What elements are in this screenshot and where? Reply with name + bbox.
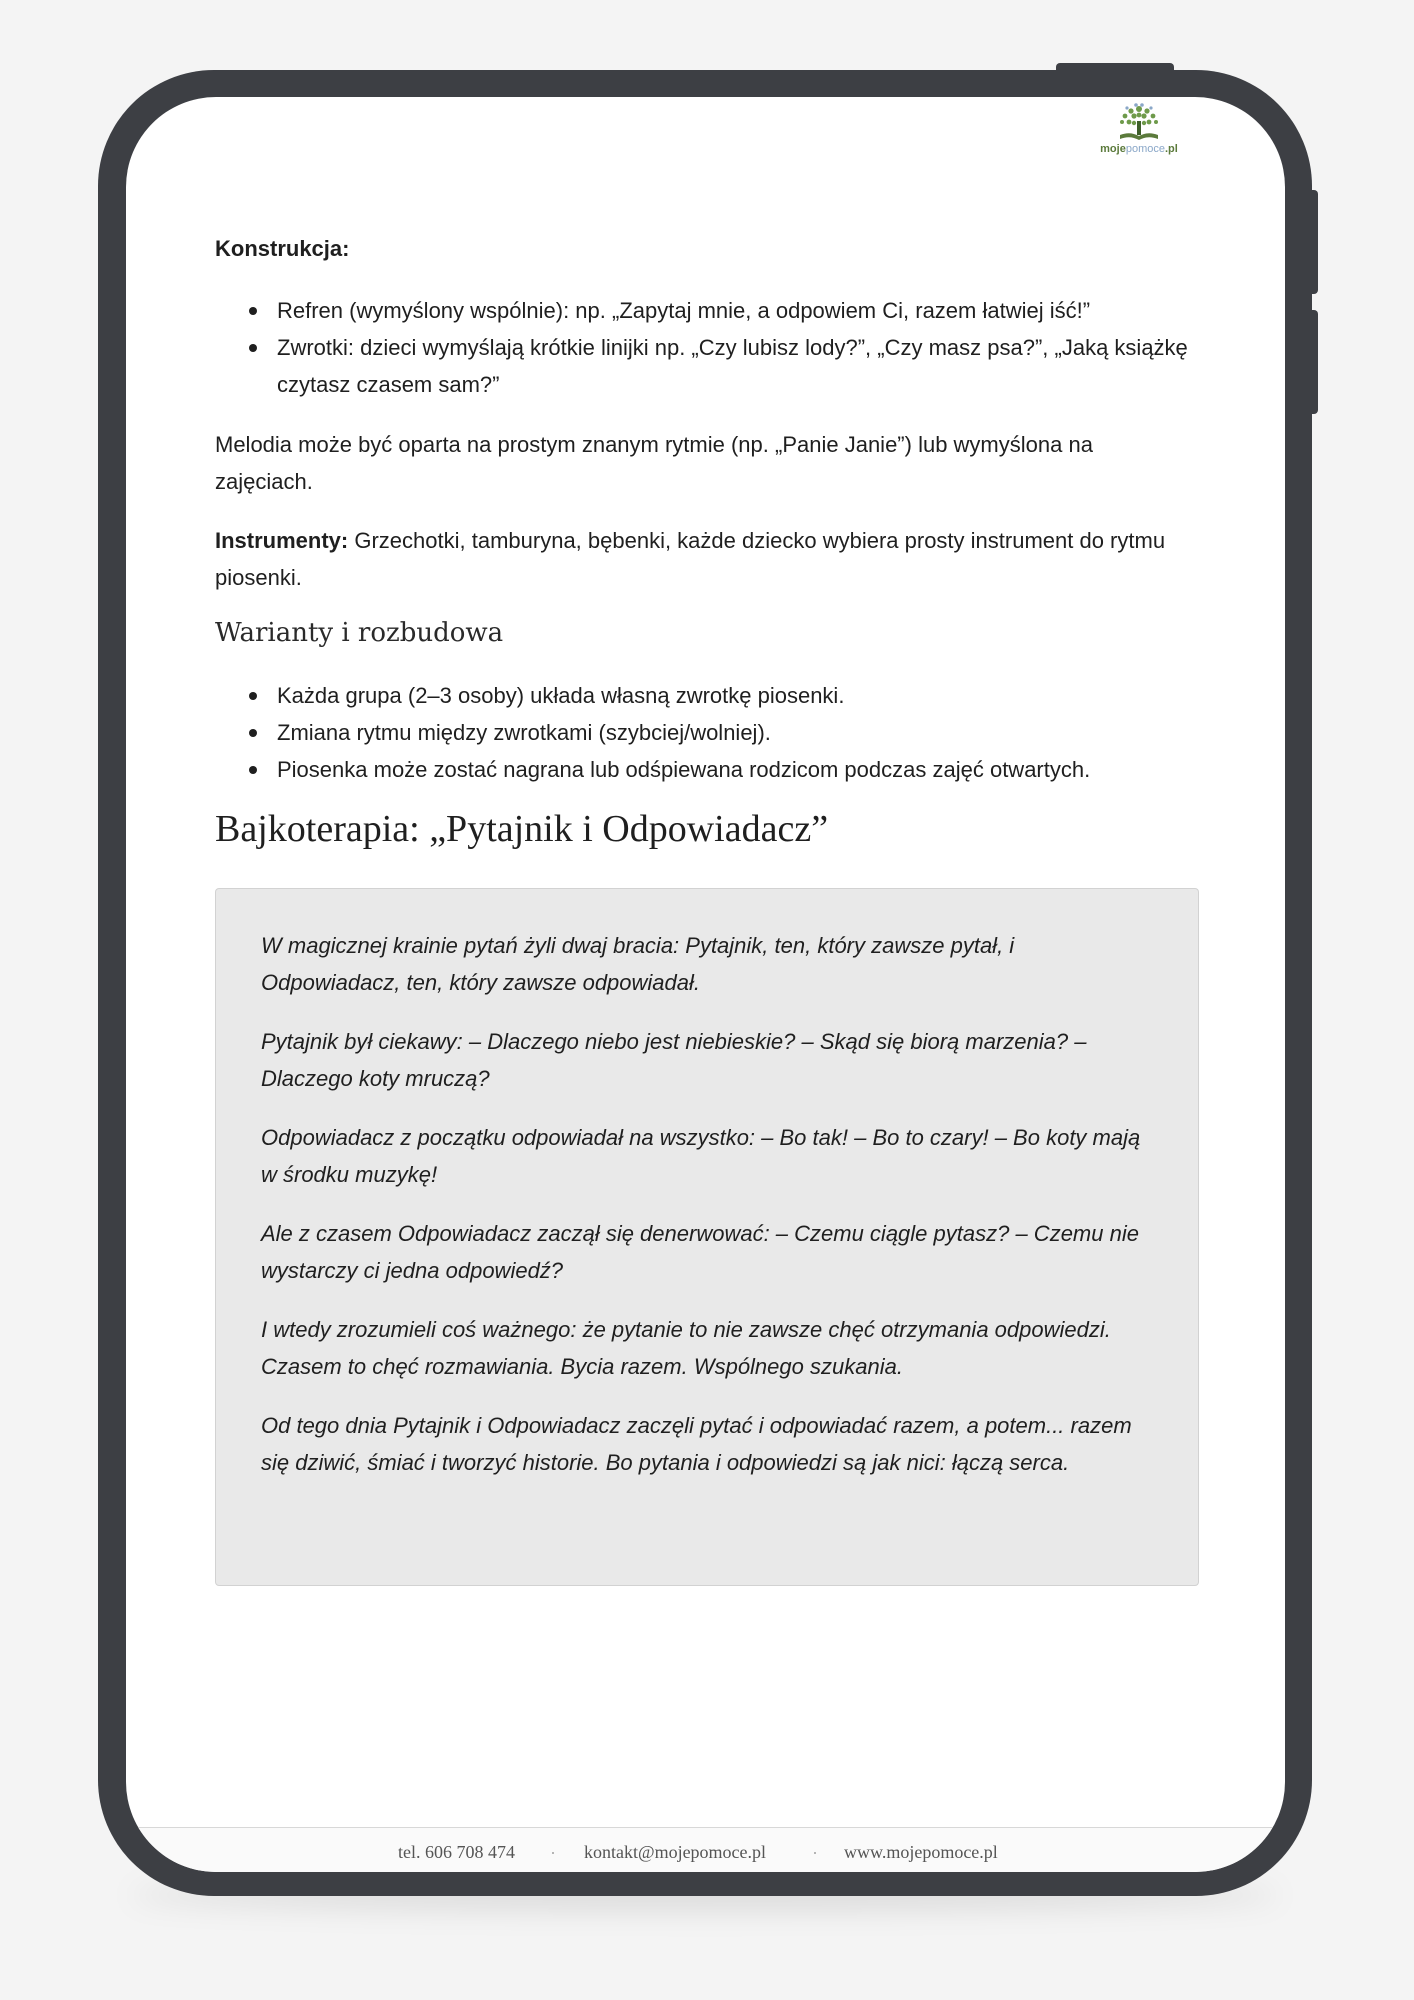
- list-item: Zmiana rytmu między zwrotkami (szybciej/wolniej).: [277, 714, 1205, 751]
- list-item: Piosenka może zostać nagrana lub odśpiewana rodzicom podczas zajęć otwartych.: [277, 751, 1205, 788]
- story-paragraph: Odpowiadacz z początku odpowiadał na wszystko: – Bo tak! – Bo to czary! – Bo koty mają w środku muzykę!: [261, 1125, 1141, 1187]
- variants-heading: Warianty i rozbudowa: [215, 618, 504, 648]
- footer-website[interactable]: www.mojepomoce.pl: [844, 1842, 998, 1862]
- instruments-text: Grzechotki, tamburyna, bębenki, każde dziecko wybiera prosty instrument do rytmu piosenki.: [215, 528, 1166, 590]
- list-item: Refren (wymyślony wspólnie): np. „Zapytaj mnie, a odpowiem Ci, razem łatwiej iść!”: [277, 292, 1205, 329]
- brand-logo-text: mojepomoce.pl: [1100, 143, 1178, 155]
- story-paragraph: Pytajnik był ciekawy: – Dlaczego niebo jest niebieskie? – Skąd się biorą marzenia? – Dlaczego koty mruczą?: [261, 1029, 1087, 1091]
- brand-logo: [1086, 101, 1192, 163]
- list-item: Zwrotki: dzieci wymyślają krótkie linijki np. „Czy lubisz lody?”, „Czy masz psa?”, „Jaką książkę czytasz czasem sam?”: [277, 329, 1205, 403]
- story-paragraph: Od tego dnia Pytajnik i Odpowiadacz zaczęli pytać i odpowiadać razem, a potem... razem się dziwić, śmiać i tworzyć historie. Bo pytania i odpowiedzi są jak nici: łączą serca.: [261, 1413, 1132, 1475]
- tree-book-icon: [1086, 101, 1192, 145]
- story-paragraph: I wtedy zrozumieli coś ważnego: że pytanie to nie zawsze chęć otrzymania odpowiedzi. Czasem to chęć rozmawiania. Bycia razem. Wspólnego szukania.: [261, 1317, 1111, 1379]
- melody-paragraph: Melodia może być oparta na prostym znanym rytmie (np. „Panie Janie”) lub wymyślona na zajęciach.: [215, 432, 1093, 494]
- variants-list: [215, 677, 1205, 788]
- story-box: [215, 888, 1199, 1586]
- story-heading: Bajkoterapia: „Pytajnik i Odpowiadacz”: [215, 808, 829, 850]
- footer-separator: ·: [550, 1842, 556, 1862]
- footer-email[interactable]: kontakt@mojepomoce.pl: [584, 1842, 767, 1862]
- construction-list: [215, 292, 1205, 403]
- list-item: Każda grupa (2–3 osoby) układa własną zwrotkę piosenki.: [277, 677, 1205, 714]
- footer-separator: ·: [812, 1842, 818, 1862]
- construction-label: Konstrukcja:: [215, 236, 350, 261]
- tablet-screen: [126, 97, 1285, 1872]
- story-paragraph: W magicznej krainie pytań żyli dwaj bracia: Pytajnik, ten, który zawsze pytał, i Odpowiadacz, ten, który zawsze odpowiadał.: [261, 933, 1015, 995]
- footer-phone: tel. 606 708 474: [398, 1842, 515, 1862]
- page-footer: [126, 1827, 1285, 1872]
- instruments-paragraph: [215, 522, 1175, 596]
- story-paragraph: Ale z czasem Odpowiadacz zaczął się denerwować: – Czemu ciągle pytasz? – Czemu nie wystarczy ci jedna odpowiedź?: [261, 1221, 1139, 1283]
- instruments-label: Instrumenty:: [215, 528, 349, 553]
